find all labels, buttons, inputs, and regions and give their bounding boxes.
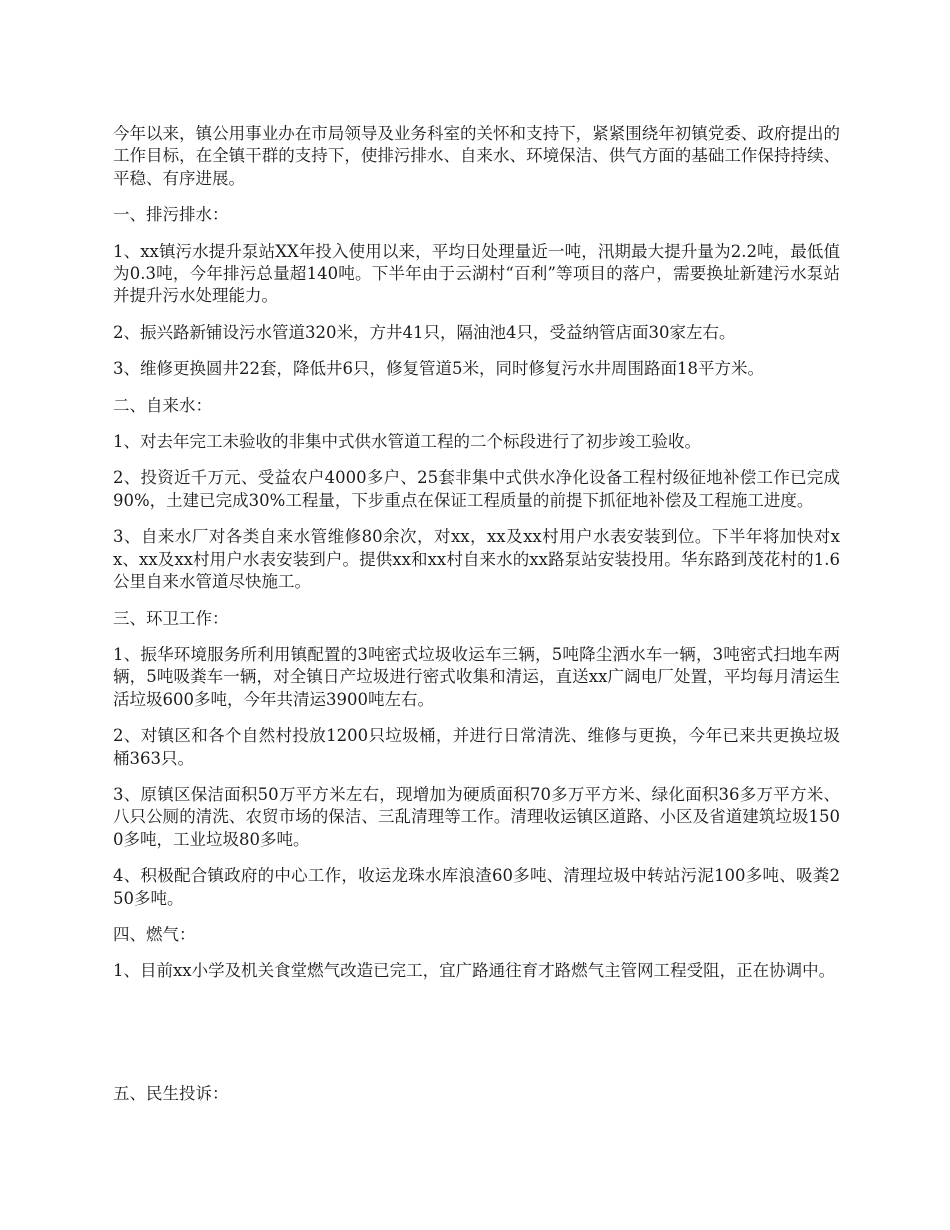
section-heading-complaints: 五、民生投诉： bbox=[113, 1084, 229, 1103]
drainage-item-1: 1、xx镇污水提升泵站XX年投入使用以来，平均日处理量近一吨，汛期最大提升量为2.2吨，最低值为0.3吨，今年排污总量超140吨。下半年由于云湖村“百利”等项目的落户，需要换址新建污水泵站并提升污水处理能力。 bbox=[113, 241, 840, 306]
document-body bbox=[113, 123, 840, 997]
sanitation-item-4: 4、积极配合镇政府的中心工作，收运龙珠水库浪渣60多吨、清理垃圾中转站污泥100多吨、吸粪250多吨。 bbox=[113, 866, 840, 908]
drainage-item-2: 2、振兴路新铺设污水管道320米，方井41只，隔油池4只，受益纳管店面30家左右。 bbox=[113, 322, 736, 342]
intro-paragraph: 今年以来，镇公用事业办在市局领导及业务科室的关怀和支持下，紧紧围绕年初镇党委、政府提出的工作目标，在全镇干群的支持下，使排污排水、自来水、环境保洁、供气方面的基础工作保持持续、平稳、有序进展。 bbox=[113, 124, 840, 188]
section-heading-drainage: 一、排污排水： bbox=[113, 205, 229, 225]
water-item-3: 3、自来水厂对各类自来水管维修80余次，对xx，xx及xx村用户水表安装到位。下半年将加快对xx、xx及xx村用户水表安装到户。提供xx和xx村自来水的xx路泵站安装投用。华东路到茂花村的1.6公里自来水管道尽快施工。 bbox=[113, 527, 840, 592]
section-heading-sanitation: 三、环卫工作： bbox=[113, 608, 229, 628]
sanitation-item-2: 2、对镇区和各个自然村投放1200只垃圾桶，并进行日常清洗、维修与更换，今年已来共更换垃圾桶363只。 bbox=[113, 726, 840, 768]
sanitation-item-3: 3、原镇区保洁面积50万平方米左右，现增加为硬质面积70多万平方米、绿化面积36多万平方米、八只公厕的清洗、农贸市场的保洁、三乱清理等工作。清理收运镇区道路、小区及省道建筑垃圾1500多吨，工业垃圾80多吨。 bbox=[113, 784, 840, 849]
gas-item-1: 1、目前xx小学及机关食堂燃气改造已完工，宜广路通往育才路燃气主管网工程受阻，正在协调中。 bbox=[113, 961, 836, 981]
water-item-2: 2、投资近千万元、受益农户4000多户、25套非集中式供水净化设备工程村级征地补偿工作已完成90%，土建已完成30%工程量，下步重点在保证工程质量的前提下抓征地补偿及工程施工进度。 bbox=[113, 468, 840, 510]
section-heading-gas: 四、燃气： bbox=[113, 924, 196, 944]
drainage-item-3: 3、维修更换圆井22套，降低井6只，修复管道5米，同时修复污水井周围路面18平方米。 bbox=[113, 359, 764, 379]
sanitation-item-1: 1、振华环境服务所利用镇配置的3吨密式垃圾收运车三辆，5吨降尘洒水车一辆，3吨密式扫地车两辆，5吨吸粪车一辆，对全镇日产垃圾进行密式收集和清运，直送xx广阔电厂处置，平均每月清运生活垃圾600多吨，今年共清运3900吨左右。 bbox=[113, 644, 840, 709]
section-heading-water: 二、自来水： bbox=[113, 395, 212, 415]
water-item-1: 1、对去年完工未验收的非集中式供水管道工程的二个标段进行了初步竣工验收。 bbox=[113, 432, 701, 452]
